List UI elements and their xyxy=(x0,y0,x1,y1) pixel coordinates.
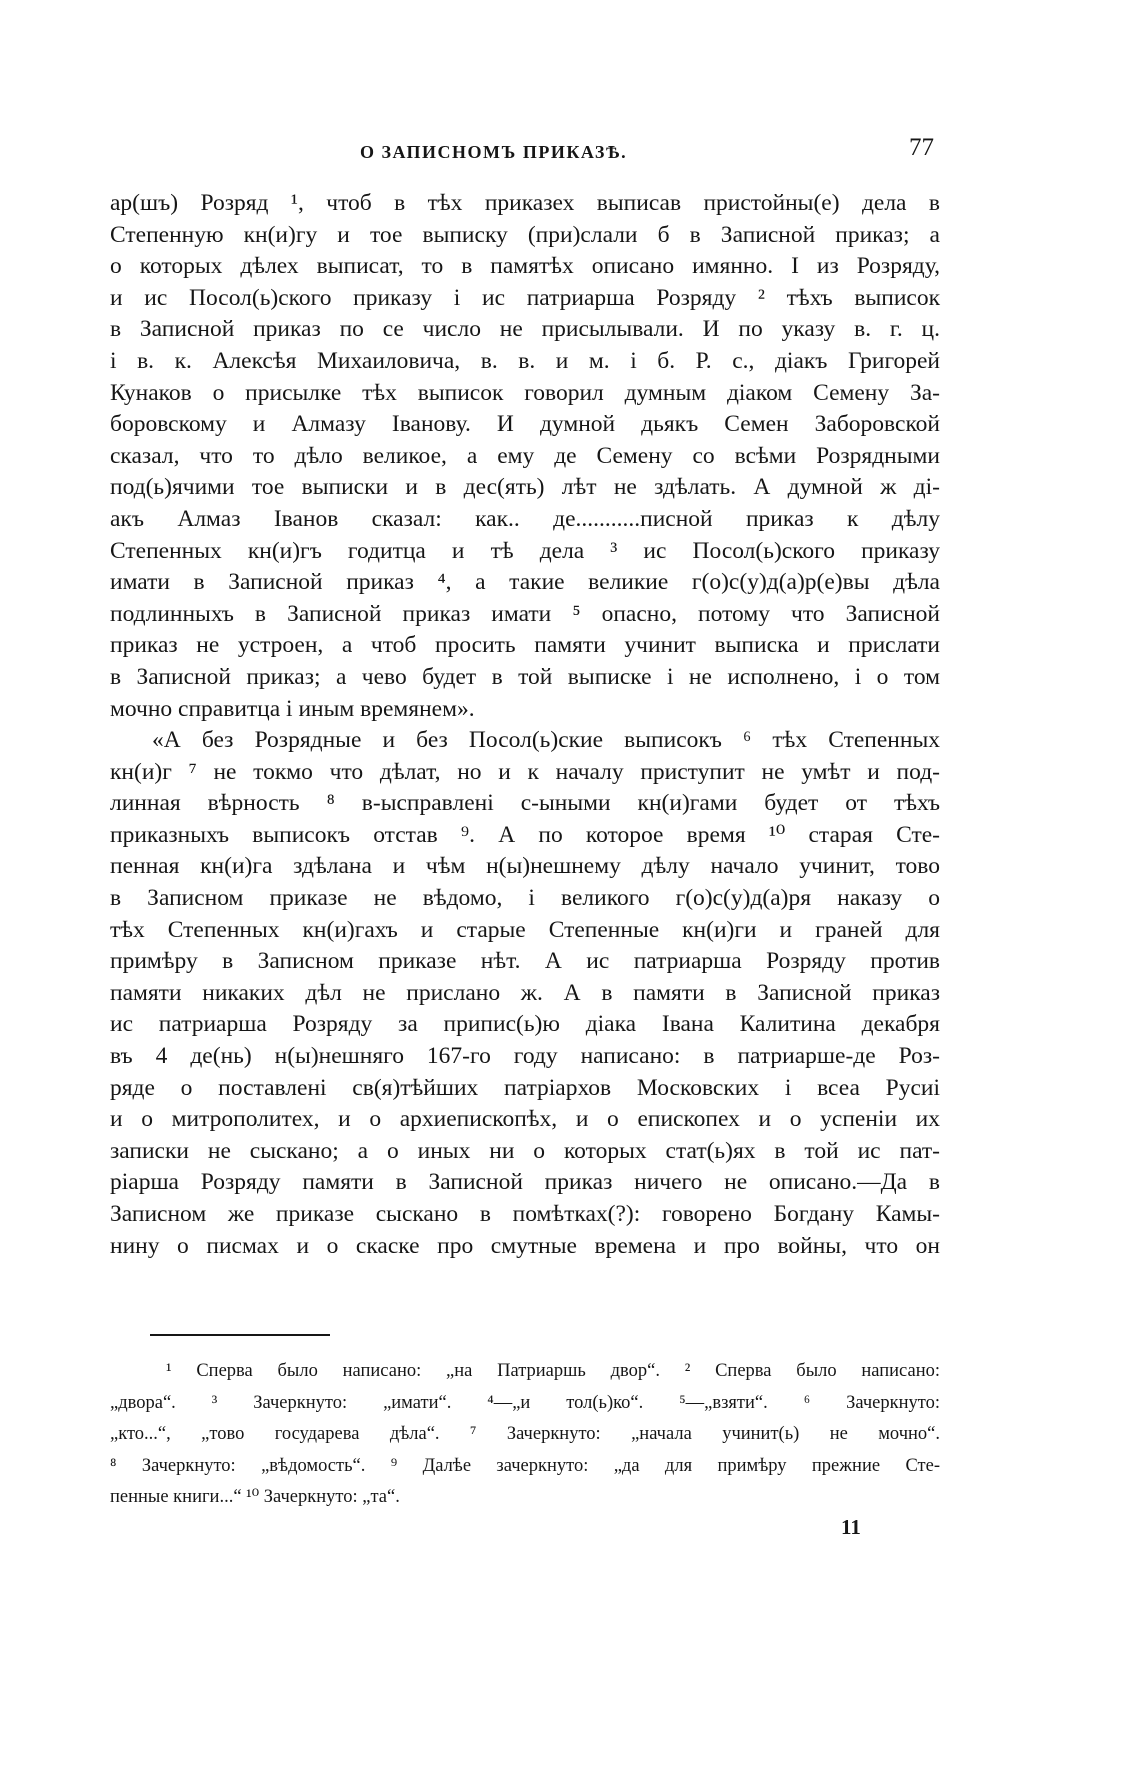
body-text xyxy=(110,188,940,1262)
body-line: нину о писмах и о скаске про смутные времена и про войны, что он xyxy=(110,1232,940,1259)
body-line: в Записной приказ по се число не присылывали. И по указу в. г. ц. xyxy=(110,316,940,343)
body-line: і в. к. Алексѣя Михаиловича, в. в. и м. і б. Р. с., діакъ Григорей xyxy=(110,347,940,374)
footnote-line: „двора“. ³ Зачеркнуто: „имати“. ⁴—„и тол(ь)ко“. ⁵—„взяти“. ⁶ Зачеркнуто: xyxy=(110,1392,940,1413)
body-line: «А без Розрядные и без Посол(ь)ские выписокъ ⁶ тѣх Степенных xyxy=(152,727,940,754)
body-line: мочно справитца і иным времянем». xyxy=(110,695,475,722)
body-line: имати в Записной приказ ⁴, а такие великие г(о)с(у)д(а)р(е)вы дѣла xyxy=(110,569,940,596)
body-line: сказал, что то дѣло великое, а ему де Семену со всѣми Розрядными xyxy=(110,442,940,469)
footnote-line: „кто...“, „тово государева дѣла“. ⁷ Зачеркнуто: „начала учинит(ь) не мочно“. xyxy=(110,1424,940,1444)
footnote-line: ⁸ Зачеркнуто: „вѣдомость“. ⁹ Далѣе зачеркнуто: „да для примѣру прежние Сте- xyxy=(110,1455,940,1476)
body-line: приказныхъ выписокъ отстав ⁹. А по которое время ¹⁰ старая Сте- xyxy=(110,821,940,848)
body-line: под(ь)ячими тое выписки и в дес(ять) лѣт не здѣлать. А думной ж ді- xyxy=(110,474,940,501)
body-line: записки не сыскано; а о иных ни о которых стат(ь)ях в той ис пат- xyxy=(110,1137,940,1164)
body-line: и о митрополитех, и о архиепископѣх, и о епископех и о успеніи их xyxy=(110,1106,940,1133)
body-line: Записном же приказе сыскано в помѣтках(?): говорено Богдану Камы- xyxy=(110,1201,940,1227)
body-line: примѣру в Записном приказе нѣт. А ис патриарша Розряду против xyxy=(110,948,940,975)
page-number: 77 xyxy=(909,134,934,161)
body-line: подлинныхъ в Записной приказ имати ⁵ опасно, потому что Записной xyxy=(110,600,940,627)
body-line: о которых дѣлех выписат, то в памятѣх описано имянно. І из Розряду, xyxy=(110,253,940,280)
body-line: боровскому и Алмазу Іванову. И думной дьякъ Семен Заборовской xyxy=(110,411,940,438)
footnote-line: ¹ Сперва было написано: „на Патриаршь двор“. ² Сперва было написано: xyxy=(166,1361,940,1381)
signature-mark: 11 xyxy=(841,1515,861,1539)
body-line: ряде о поставлені св(я)тѣйших патріархов Московских і всеа Русиі xyxy=(110,1074,940,1101)
body-line: кн(и)г ⁷ не токмо что дѣлат, но и к началу приступит не умѣт и под- xyxy=(110,758,940,785)
body-line: линная вѣрность ⁸ в-ысправлені с-ыными кн(и)гами будет от тѣхъ xyxy=(110,790,940,817)
body-line: ріарша Розряду памяти в Записной приказ ничего не описано.—Да в xyxy=(110,1169,940,1196)
page-header xyxy=(110,134,940,174)
body-line: Кунаков о присылке тѣх выписок говорил думным діаком Семену За- xyxy=(110,379,940,406)
body-line: в Записном приказе не вѣдомо, і великого г(о)с(у)д(а)ря наказу о xyxy=(110,885,940,912)
body-line: Степенную кн(и)гу и тое выписку (при)слали б в Записной приказ; а xyxy=(110,221,940,248)
body-line: ар(шъ) Розряд ¹, чтоб в тѣх приказех выписав пристойны(е) дела в xyxy=(110,190,940,216)
body-line: акъ Алмаз Іванов сказал: как.. де...........писной приказ к дѣлу xyxy=(110,505,940,532)
running-head: О ЗАПИСНОМЪ ПРИКАЗѢ. xyxy=(360,142,628,162)
body-line: тѣх Степенных кн(и)гахъ и старые Степенные кн(и)ги и граней для xyxy=(110,916,940,943)
body-line: и ис Посол(ь)ского приказу і ис патриарша Розряду ² тѣхъ выписок xyxy=(110,284,940,311)
footnote-divider xyxy=(150,1334,330,1336)
body-line: приказ не устроен, а чтоб просить памяти учинит выписка и прислати xyxy=(110,632,940,659)
body-line: ис патриарша Розряду за припис(ь)ю діака Івана Калитина декабря xyxy=(110,1011,940,1038)
body-line: Степенных кн(и)гъ годитца и тѣ дела ³ ис Посол(ь)ского приказу xyxy=(110,537,940,564)
body-line: памяти никаких дѣл не прислано ж. А в памяти в Записной приказ xyxy=(110,979,940,1006)
footnotes xyxy=(110,1356,940,1514)
body-line: пенная кн(и)га здѣлана и чѣм н(ы)нешнему дѣлу начало учинит, тово xyxy=(110,853,940,880)
body-line: в Записной приказ; а чево будет в той выписке і не исполнено, і о том xyxy=(110,663,940,690)
footnote-line: пенные книги...“ ¹⁰ Зачеркнуто: „та“. xyxy=(110,1487,400,1507)
body-line: въ 4 де(нь) н(ы)нешняго 167-го году написано: в патриарше-де Роз- xyxy=(110,1043,940,1070)
